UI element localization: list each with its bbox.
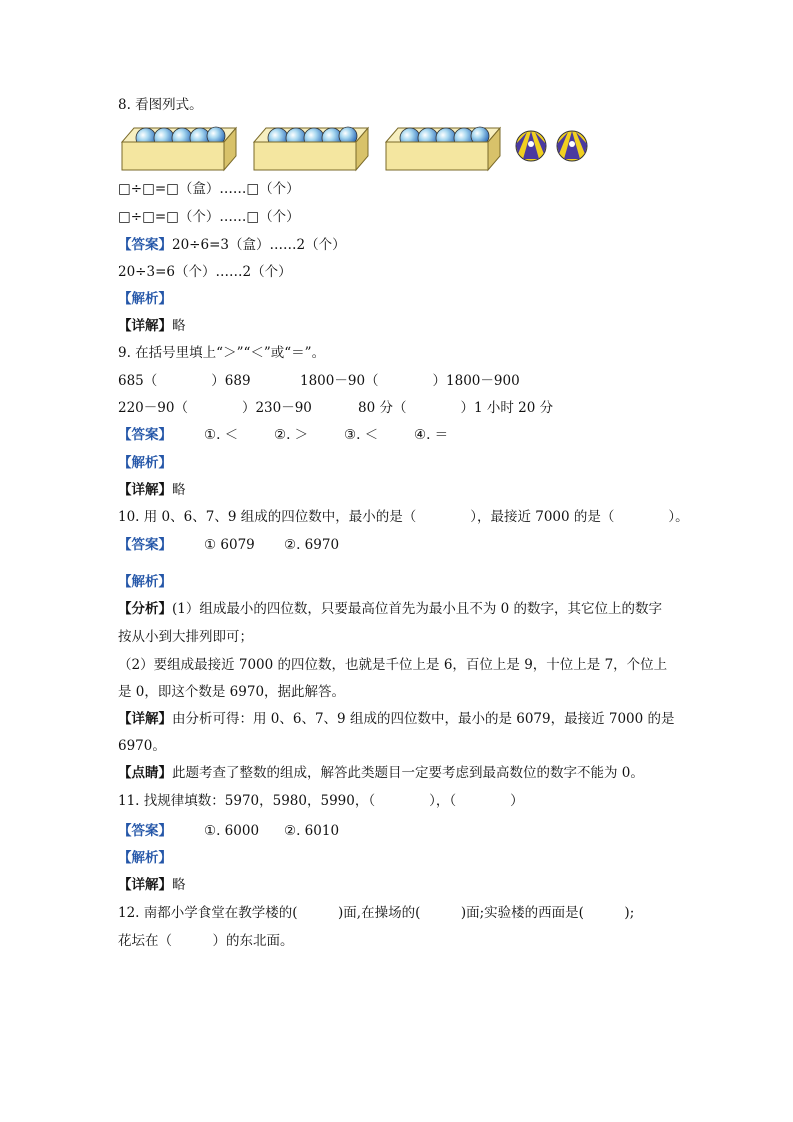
q9-detail-line [118,481,186,499]
q8-answer-line [118,236,346,254]
q11-answer-2: ②. 6010 [284,823,340,839]
analysis-label: 【分析】 [118,601,172,617]
q11-title: 11. 找规律填数：5970，5980，5990，（ ），（ ） [118,793,524,809]
q8-answer-2: 20÷3=6（个）……2（个） [118,264,292,280]
q8-detail: 略 [172,318,186,334]
q10-analysis-line-1 [118,600,662,618]
answer-label: 【答案】 [118,427,172,443]
boxes-of-balls-image [118,122,598,174]
detail-label: 【详解】 [118,482,172,498]
q9-item-3: 220－90（ ）230－90 [118,400,312,416]
q9-detail: 略 [172,482,186,498]
q10-comment: 此题考查了整数的组成，解答此类题目一定要考虑到最高数位的数字不能为 0。 [172,765,644,781]
box-icon [254,127,368,170]
q11-detail-line [118,876,186,894]
q9-item-4: 80 分（ ）1 小时 20 分 [358,400,554,416]
q8-expression-1: □÷□=□（盒）……□（个） [118,181,300,197]
q9-answer-2: ②. ＞ [274,427,309,443]
q10-analysis-2: 按从小到大排列即可； [118,629,253,645]
q10-title: 10. 用 0、6、7、9 组成的四位数中，最小的是（ ），最接近 7000 的是（ ）。 [118,509,689,525]
q9-item-2: 1800－90（ ）1800－900 [300,373,520,389]
q9-answer-3: ③. ＜ [344,427,379,443]
detail-label: 【详解】 [118,711,172,727]
answer-label: 【答案】 [118,537,172,553]
box-icon [122,127,236,170]
q11-answer-line [118,822,678,840]
q8-answer-1: 20÷6=3（盒）……2（个） [172,237,346,253]
answer-label: 【答案】 [118,823,172,839]
q8-expression-2: □÷□=□（个）……□（个） [118,209,300,225]
answer-label: 【答案】 [118,237,172,253]
comment-label: 【点睛】 [118,765,172,781]
box-icon [386,127,500,170]
beach-ball-icon [557,131,587,161]
jiexi-label: 【解析】 [118,455,172,471]
q10-detail-1: 由分析可得：用 0、6、7、9 组成的四位数中，最小的是 6079，最接近 7000 的是 [172,711,675,727]
q10-detail-2: 6970。 [118,738,166,754]
q11-detail: 略 [172,877,186,893]
q10-answer-line [118,536,678,554]
q10-detail-line-1 [118,710,675,728]
q8-detail-line [118,317,186,335]
q9-answer-line [118,426,678,444]
q10-comment-line [118,764,644,782]
q11-answer-1: ①. 6000 [204,823,260,839]
jiexi-label: 【解析】 [118,574,172,590]
q9-title: 9. 在括号里填上“＞”“＜”或“＝”。 [118,345,326,361]
q9-answer-1: ①. ＜ [204,427,239,443]
beach-ball-icon [516,131,546,161]
q12-line-2: 花坛在（ ）的东北面。 [118,933,294,949]
detail-label: 【详解】 [118,318,172,334]
q10-analysis-1: (1）组成最小的四位数，只要最高位首先为最小且不为 0 的数字，其它位上的数字 [172,601,663,617]
q10-analysis-3: （2）要组成最接近 7000 的四位数，也就是千位上是 6，百位上是 9，十位上是 7，个位上 [118,657,668,673]
jiexi-label: 【解析】 [118,291,172,307]
q9-row-1 [118,372,678,390]
q9-row-2 [118,399,678,417]
q10-answer-1: ① 6079 [204,537,255,553]
jiexi-label: 【解析】 [118,850,172,866]
q8-title: 8. 看图列式。 [118,97,203,113]
q12-line-1: 12. 南都小学食堂在教学楼的( )面,在操场的( )面;实验楼的西面是( ); [118,905,635,921]
detail-label: 【详解】 [118,877,172,893]
q10-analysis-4: 是 0，即这个数是 6970，据此解答。 [118,684,346,700]
q10-answer-2: ②. 6970 [284,537,340,553]
q9-answer-4: ④. ＝ [414,427,449,443]
q9-item-1: 685（ ）689 [118,373,251,389]
